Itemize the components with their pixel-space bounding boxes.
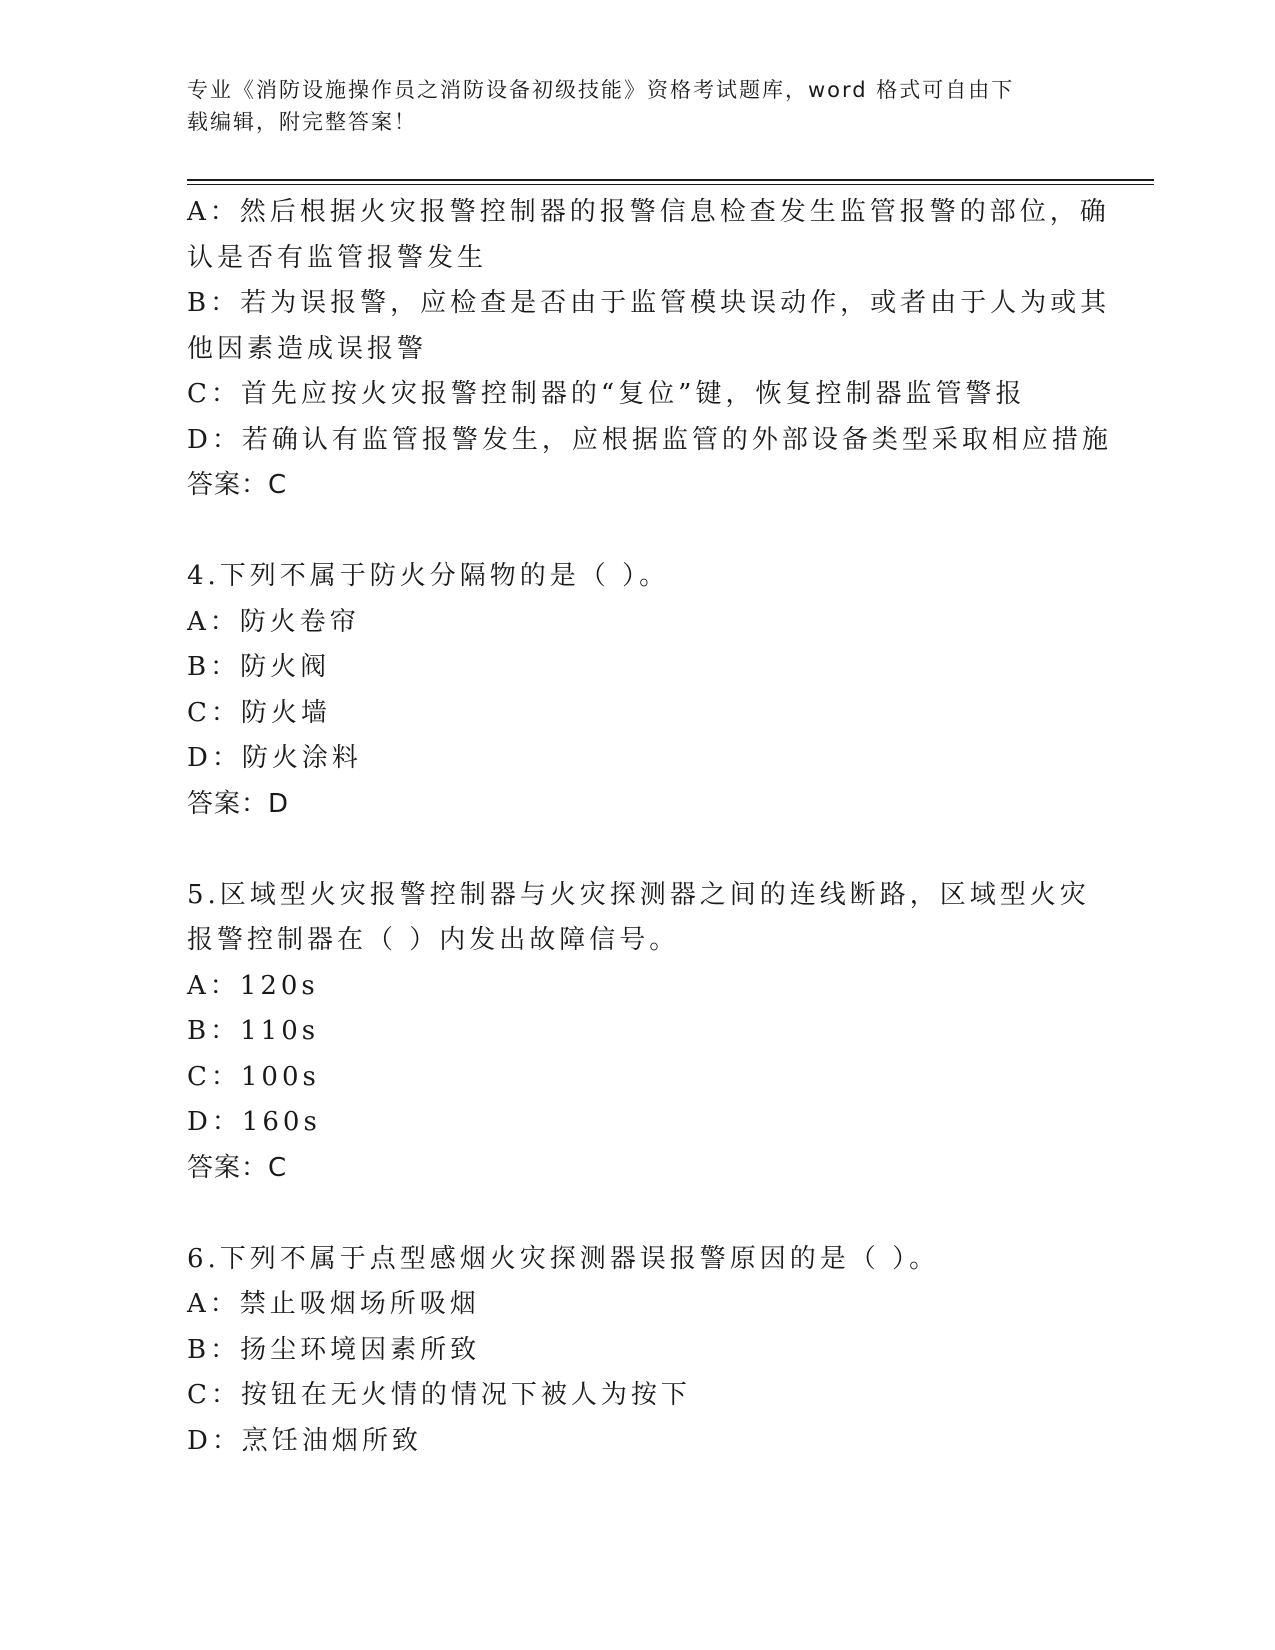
question-6-block [187, 1237, 1087, 1465]
q6-option-b: B：扬尘环境因素所致 [187, 1334, 481, 1365]
q6-option-a: A：禁止吸烟场所吸烟 [187, 1289, 480, 1319]
q3-option-b-line-1: B：若为误报警，应检查是否由于监管模块误动作，或者由于人为或其 [187, 288, 1111, 318]
q5-answer: 答案：C [187, 1152, 288, 1183]
document-header [187, 74, 1087, 138]
q5-option-d: D：160s [187, 1107, 321, 1137]
header-divider-thick [187, 179, 1154, 181]
spacer [187, 509, 1087, 555]
question-5-block [187, 873, 1090, 1192]
q5-option-a: A：120s [187, 970, 319, 1001]
spacer [187, 827, 1087, 873]
q5-question-line-2: 报警控制器在（ ）内发出故障信号。 [187, 925, 680, 955]
q6-question: 6.下列不属于点型感烟火灾探测器误报警原因的是（ ）。 [187, 1243, 940, 1274]
q4-option-b: B：防火阀 [187, 652, 331, 682]
header-divider-thin [187, 184, 1154, 185]
q6-option-d: D：烹饪油烟所致 [187, 1425, 422, 1456]
q4-option-c: C：防火墙 [187, 697, 331, 728]
q5-question-line-1: 5.区域型火灾报警控制器与火灾探测器之间的连线断路，区域型火灾 [187, 879, 1090, 910]
q5-option-b: B：110s [187, 1016, 320, 1046]
q3-answer: 答案：C [187, 470, 288, 500]
q4-option-a: A：防火卷帘 [187, 606, 360, 637]
q3-option-a-line-2: 认是否有监管报警发生 [187, 242, 488, 273]
question-list [187, 190, 1112, 1464]
q3-option-c: C：首先应按火灾报警控制器的“复位”键，恢复控制器监管警报 [187, 379, 1026, 409]
q3-option-b-line-2: 他因素造成误报警 [187, 333, 428, 364]
header-line-2: 载编辑，附完整答案！ [187, 110, 417, 134]
q6-option-c: C：按钮在无火情的情况下被人为按下 [187, 1380, 691, 1410]
q5-option-c: C：100s [187, 1061, 320, 1092]
q4-option-d: D：防火涂料 [187, 743, 362, 773]
q3-option-a-line-1: A：然后根据火灾报警控制器的报警信息检查发生监管报警的部位，确 [187, 197, 1110, 227]
question-3-block [187, 190, 1112, 509]
q3-option-d: D：若确认有监管报警发生，应根据监管的外部设备类型采取相应措施 [187, 424, 1112, 455]
header-line-1: 专业《消防设施操作员之消防设备初级技能》资格考试题库，word 格式可自由下 [187, 78, 1015, 102]
spacer [187, 1191, 1087, 1237]
q4-answer: 答案：D [187, 788, 290, 819]
question-4-block [187, 554, 1087, 827]
q4-question: 4.下列不属于防火分隔物的是（ ）。 [187, 561, 670, 591]
